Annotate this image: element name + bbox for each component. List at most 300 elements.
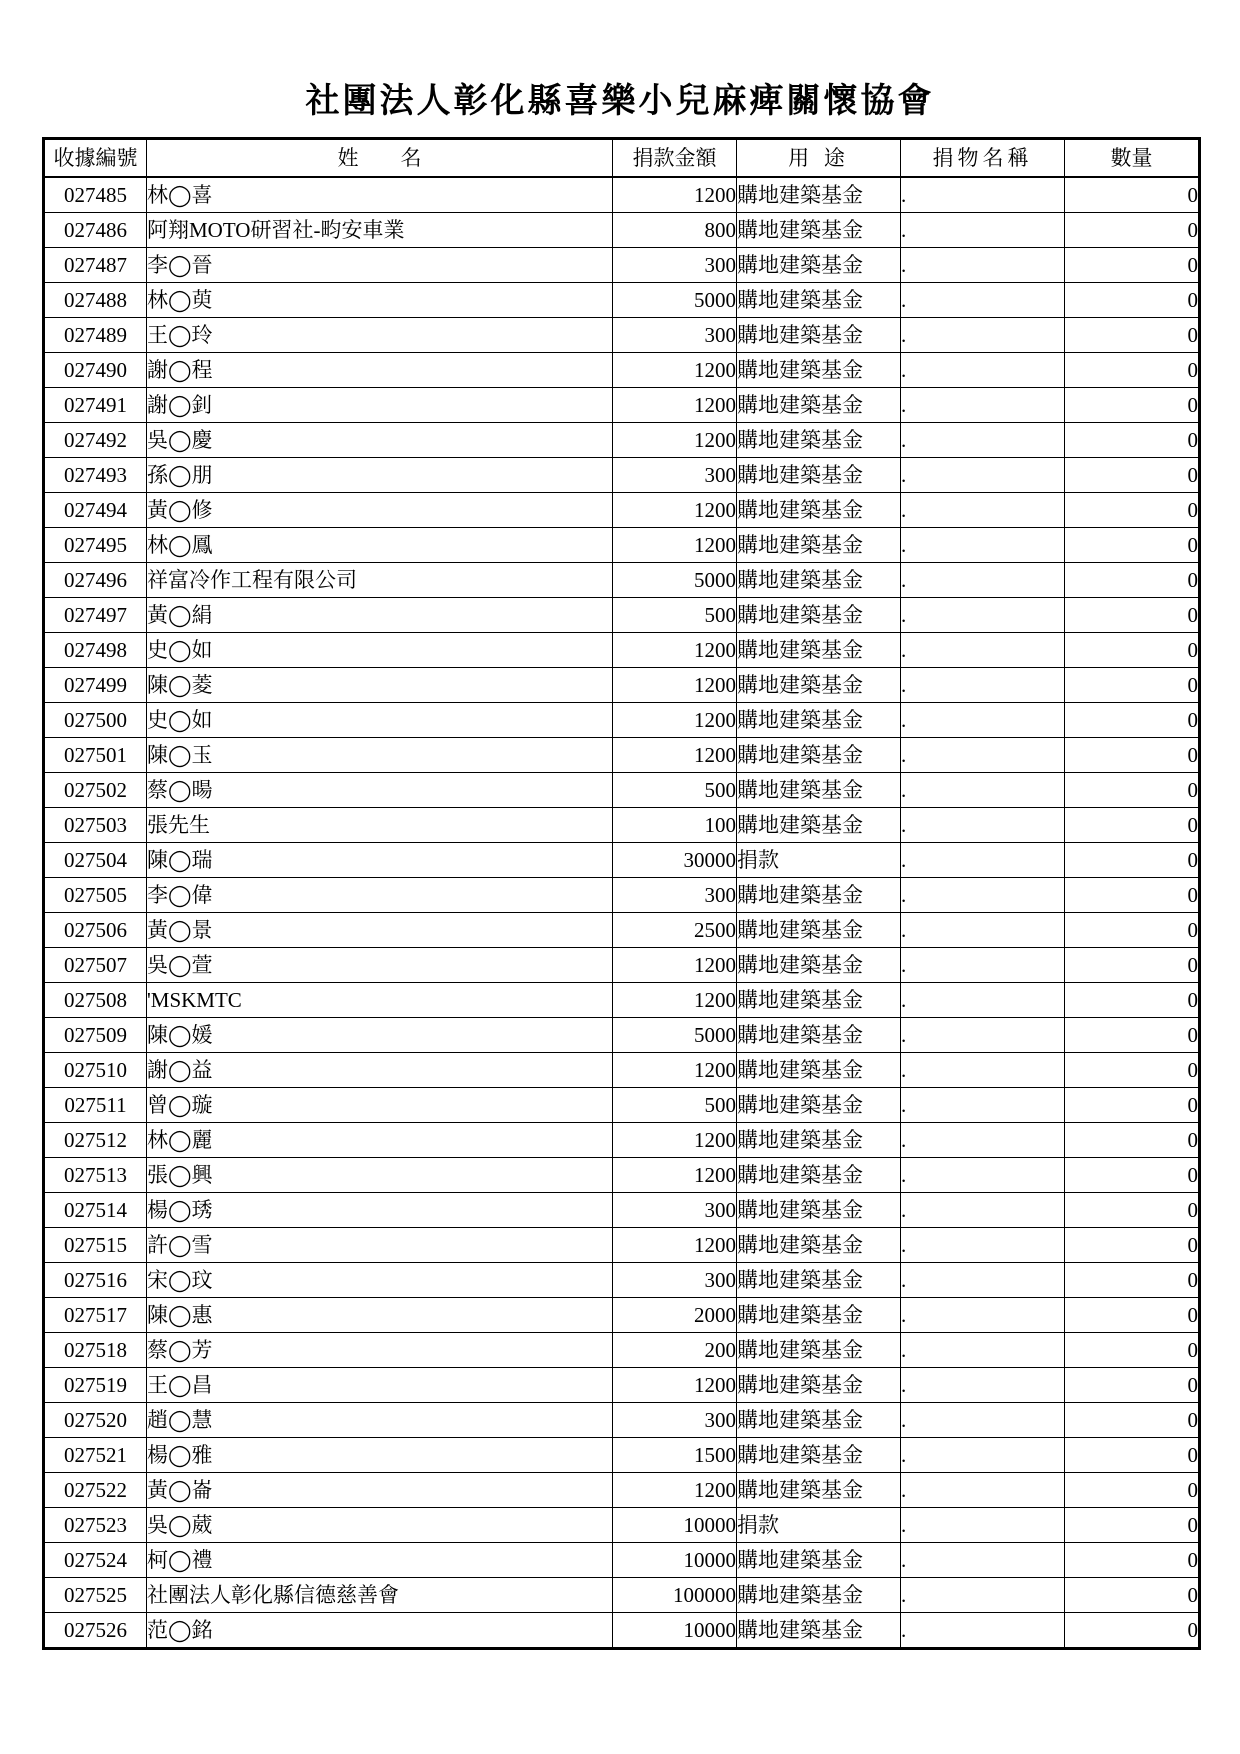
donor-name-cell: 謝◯釗 [147,388,613,423]
amount-cell: 500 [613,773,737,808]
table-row [44,983,1200,1018]
purpose-cell: 購地建築基金 [737,1333,901,1368]
table-row [44,1333,1200,1368]
amount-cell: 30000 [613,843,737,878]
quantity-cell: 0 [1065,843,1200,878]
table-header [44,139,1200,178]
quantity-cell: 0 [1065,1403,1200,1438]
donor-name-cell: 林◯喜 [147,177,613,213]
amount-cell: 1200 [613,703,737,738]
table-row [44,1123,1200,1158]
donor-name-cell: 張◯興 [147,1158,613,1193]
donor-name-cell: 許◯雪 [147,1228,613,1263]
quantity-cell: 0 [1065,668,1200,703]
receipt-no-cell: 027517 [44,1298,147,1333]
table-row [44,213,1200,248]
table-row [44,248,1200,283]
item-name-cell: . [901,1578,1065,1613]
receipt-no-cell: 027502 [44,773,147,808]
quantity-cell: 0 [1065,493,1200,528]
quantity-cell: 0 [1065,1508,1200,1543]
amount-cell: 1200 [613,493,737,528]
purpose-cell: 購地建築基金 [737,1438,901,1473]
quantity-cell: 0 [1065,1088,1200,1123]
quantity-cell: 0 [1065,353,1200,388]
quantity-cell: 0 [1065,1263,1200,1298]
quantity-cell: 0 [1065,213,1200,248]
item-name-cell: . [901,177,1065,213]
amount-cell: 1200 [613,668,737,703]
donor-name-cell: 楊◯琇 [147,1193,613,1228]
receipt-no-cell: 027503 [44,808,147,843]
quantity-cell: 0 [1065,948,1200,983]
amount-cell: 5000 [613,563,737,598]
header-row [44,139,1200,178]
item-name-cell: . [901,1298,1065,1333]
purpose-cell: 購地建築基金 [737,948,901,983]
item-name-cell: . [901,1263,1065,1298]
quantity-cell: 0 [1065,1158,1200,1193]
table-row [44,1473,1200,1508]
item-name-cell: . [901,1543,1065,1578]
table-row [44,1088,1200,1123]
amount-cell: 10000 [613,1508,737,1543]
purpose-cell: 購地建築基金 [737,423,901,458]
quantity-cell: 0 [1065,1613,1200,1649]
donor-name-cell: 社團法人彰化縣信德慈善會 [147,1578,613,1613]
purpose-cell: 購地建築基金 [737,1543,901,1578]
amount-cell: 200 [613,1333,737,1368]
table-row [44,598,1200,633]
purpose-cell: 購地建築基金 [737,1473,901,1508]
donor-name-cell: 謝◯益 [147,1053,613,1088]
purpose-cell: 購地建築基金 [737,1403,901,1438]
amount-cell: 300 [613,248,737,283]
table-row [44,1543,1200,1578]
receipt-no-cell: 027521 [44,1438,147,1473]
donor-name-cell: 陳◯菱 [147,668,613,703]
amount-cell: 300 [613,1193,737,1228]
amount-cell: 1200 [613,948,737,983]
table-row [44,808,1200,843]
receipt-no-cell: 027496 [44,563,147,598]
receipt-no-cell: 027526 [44,1613,147,1649]
quantity-cell: 0 [1065,738,1200,773]
quantity-cell: 0 [1065,1543,1200,1578]
donor-name-cell: 史◯如 [147,703,613,738]
quantity-cell: 0 [1065,528,1200,563]
purpose-cell: 購地建築基金 [737,983,901,1018]
table-row [44,528,1200,563]
item-name-cell: . [901,878,1065,913]
receipt-no-cell: 027516 [44,1263,147,1298]
item-name-cell: . [901,563,1065,598]
table-row [44,1298,1200,1333]
item-name-cell: . [901,318,1065,353]
purpose-cell: 購地建築基金 [737,388,901,423]
item-name-cell: . [901,843,1065,878]
purpose-cell: 捐款 [737,1508,901,1543]
purpose-cell: 購地建築基金 [737,1193,901,1228]
table-row [44,738,1200,773]
purpose-cell: 捐款 [737,843,901,878]
item-name-cell: . [901,528,1065,563]
donor-name-cell: 吳◯萱 [147,948,613,983]
purpose-cell: 購地建築基金 [737,1053,901,1088]
receipt-no-cell: 027508 [44,983,147,1018]
table-row [44,703,1200,738]
purpose-cell: 購地建築基金 [737,213,901,248]
table-row [44,1263,1200,1298]
item-name-cell: . [901,1193,1065,1228]
table-row [44,1158,1200,1193]
quantity-cell: 0 [1065,1018,1200,1053]
table-row [44,1403,1200,1438]
donor-name-cell: 王◯玲 [147,318,613,353]
purpose-cell: 購地建築基金 [737,668,901,703]
item-name-cell: . [901,388,1065,423]
receipt-no-cell: 027511 [44,1088,147,1123]
receipt-no-cell: 027512 [44,1123,147,1158]
donor-name-cell: 曾◯璇 [147,1088,613,1123]
amount-cell: 1200 [613,738,737,773]
table-row [44,633,1200,668]
purpose-cell: 購地建築基金 [737,598,901,633]
table-row [44,1053,1200,1088]
receipt-no-cell: 027495 [44,528,147,563]
receipt-no-cell: 027490 [44,353,147,388]
receipt-no-cell: 027487 [44,248,147,283]
purpose-cell: 購地建築基金 [737,1263,901,1298]
item-name-cell: . [901,808,1065,843]
item-name-cell: . [901,493,1065,528]
donor-name-cell: 張先生 [147,808,613,843]
purpose-cell: 購地建築基金 [737,493,901,528]
item-name-cell: . [901,1368,1065,1403]
item-name-cell: . [901,353,1065,388]
donor-name-cell: 祥富冷作工程有限公司 [147,563,613,598]
receipt-no-cell: 027509 [44,1018,147,1053]
table-row [44,388,1200,423]
amount-cell: 500 [613,598,737,633]
quantity-cell: 0 [1065,1298,1200,1333]
donor-name-cell: 林◯麗 [147,1123,613,1158]
quantity-cell: 0 [1065,598,1200,633]
item-name-cell: . [901,668,1065,703]
table-row [44,283,1200,318]
table-body [44,177,1200,1649]
donor-name-cell: 蔡◯暘 [147,773,613,808]
table-row [44,177,1200,213]
purpose-cell: 購地建築基金 [737,738,901,773]
purpose-cell: 購地建築基金 [737,458,901,493]
purpose-cell: 購地建築基金 [737,1298,901,1333]
donor-name-cell: 蔡◯芳 [147,1333,613,1368]
receipt-no-cell: 027501 [44,738,147,773]
amount-cell: 10000 [613,1543,737,1578]
item-name-cell: . [901,913,1065,948]
receipt-no-cell: 027513 [44,1158,147,1193]
item-name-cell: . [901,773,1065,808]
item-name-cell: . [901,283,1065,318]
receipt-no-cell: 027525 [44,1578,147,1613]
amount-cell: 1500 [613,1438,737,1473]
item-name-cell: . [901,983,1065,1018]
donor-name-cell: 史◯如 [147,633,613,668]
table-row [44,668,1200,703]
donor-name-cell: 謝◯程 [147,353,613,388]
donor-name-cell: 黃◯修 [147,493,613,528]
table-row [44,493,1200,528]
table-row [44,948,1200,983]
donor-name-cell: 王◯昌 [147,1368,613,1403]
donor-name-cell: 陳◯惠 [147,1298,613,1333]
receipt-no-cell: 027491 [44,388,147,423]
quantity-cell: 0 [1065,177,1200,213]
table-row [44,1438,1200,1473]
donor-name-cell: 趙◯慧 [147,1403,613,1438]
amount-cell: 2000 [613,1298,737,1333]
amount-cell: 1200 [613,1228,737,1263]
amount-cell: 1200 [613,1053,737,1088]
header-name: 姓 名 [147,139,613,178]
item-name-cell: . [901,1228,1065,1263]
amount-cell: 800 [613,213,737,248]
quantity-cell: 0 [1065,1578,1200,1613]
item-name-cell: . [901,1473,1065,1508]
amount-cell: 300 [613,1403,737,1438]
item-name-cell: . [901,423,1065,458]
table-row [44,423,1200,458]
amount-cell: 1200 [613,633,737,668]
donor-name-cell: 李◯晉 [147,248,613,283]
header-purpose: 用 途 [737,139,901,178]
item-name-cell: . [901,1018,1065,1053]
quantity-cell: 0 [1065,1123,1200,1158]
purpose-cell: 購地建築基金 [737,1228,901,1263]
purpose-cell: 購地建築基金 [737,283,901,318]
receipt-no-cell: 027486 [44,213,147,248]
purpose-cell: 購地建築基金 [737,633,901,668]
amount-cell: 10000 [613,1613,737,1649]
purpose-cell: 購地建築基金 [737,878,901,913]
purpose-cell: 購地建築基金 [737,318,901,353]
quantity-cell: 0 [1065,388,1200,423]
purpose-cell: 購地建築基金 [737,913,901,948]
purpose-cell: 購地建築基金 [737,808,901,843]
table-row [44,1368,1200,1403]
item-name-cell: . [901,1123,1065,1158]
quantity-cell: 0 [1065,458,1200,493]
donor-name-cell: 李◯偉 [147,878,613,913]
table-row [44,353,1200,388]
receipt-no-cell: 027523 [44,1508,147,1543]
purpose-cell: 購地建築基金 [737,1613,901,1649]
donor-name-cell: 陳◯瑞 [147,843,613,878]
purpose-cell: 購地建築基金 [737,1368,901,1403]
donor-name-cell: 林◯鳳 [147,528,613,563]
quantity-cell: 0 [1065,1438,1200,1473]
table-row [44,1578,1200,1613]
purpose-cell: 購地建築基金 [737,563,901,598]
item-name-cell: . [901,598,1065,633]
table-row [44,563,1200,598]
table-row [44,878,1200,913]
amount-cell: 300 [613,318,737,353]
donor-name-cell: 吳◯葳 [147,1508,613,1543]
table-row [44,1613,1200,1649]
quantity-cell: 0 [1065,1053,1200,1088]
purpose-cell: 購地建築基金 [737,353,901,388]
donor-name-cell: 'MSKMTC [147,983,613,1018]
donor-name-cell: 宋◯玟 [147,1263,613,1298]
item-name-cell: . [901,458,1065,493]
donor-name-cell: 阿翔MOTO研習社-畇安車業 [147,213,613,248]
document-title: 社團法人彰化縣喜樂小兒麻痺關懷協會 [305,81,935,121]
receipt-no-cell: 027507 [44,948,147,983]
receipt-no-cell: 027522 [44,1473,147,1508]
quantity-cell: 0 [1065,878,1200,913]
table-row [44,1193,1200,1228]
amount-cell: 100 [613,808,737,843]
item-name-cell: . [901,703,1065,738]
quantity-cell: 0 [1065,423,1200,458]
table-row [44,458,1200,493]
donor-name-cell: 黃◯絹 [147,598,613,633]
purpose-cell: 購地建築基金 [737,1088,901,1123]
amount-cell: 1200 [613,1473,737,1508]
item-name-cell: . [901,1403,1065,1438]
item-name-cell: . [901,248,1065,283]
table-row [44,318,1200,353]
purpose-cell: 購地建築基金 [737,703,901,738]
purpose-cell: 購地建築基金 [737,177,901,213]
quantity-cell: 0 [1065,983,1200,1018]
item-name-cell: . [901,633,1065,668]
item-name-cell: . [901,1438,1065,1473]
receipt-no-cell: 027499 [44,668,147,703]
amount-cell: 500 [613,1088,737,1123]
receipt-no-cell: 027500 [44,703,147,738]
receipt-no-cell: 027524 [44,1543,147,1578]
item-name-cell: . [901,213,1065,248]
amount-cell: 1200 [613,353,737,388]
donor-name-cell: 吳◯慶 [147,423,613,458]
header-quantity: 數量 [1065,139,1200,178]
receipt-no-cell: 027494 [44,493,147,528]
receipt-no-cell: 027492 [44,423,147,458]
receipt-no-cell: 027498 [44,633,147,668]
purpose-cell: 購地建築基金 [737,1158,901,1193]
donation-table [42,137,1201,1650]
donor-name-cell: 孫◯朋 [147,458,613,493]
donor-name-cell: 黃◯景 [147,913,613,948]
purpose-cell: 購地建築基金 [737,1123,901,1158]
amount-cell: 300 [613,878,737,913]
receipt-no-cell: 027520 [44,1403,147,1438]
item-name-cell: . [901,738,1065,773]
item-name-cell: . [901,1508,1065,1543]
donor-name-cell: 柯◯禮 [147,1543,613,1578]
amount-cell: 1200 [613,1368,737,1403]
header-item-name: 捐物名稱 [901,139,1065,178]
donor-name-cell: 黃◯崙 [147,1473,613,1508]
receipt-no-cell: 027519 [44,1368,147,1403]
donor-name-cell: 楊◯雅 [147,1438,613,1473]
table-row [44,773,1200,808]
amount-cell: 1200 [613,177,737,213]
amount-cell: 1200 [613,1123,737,1158]
amount-cell: 100000 [613,1578,737,1613]
quantity-cell: 0 [1065,248,1200,283]
receipt-no-cell: 027518 [44,1333,147,1368]
amount-cell: 5000 [613,283,737,318]
table-row [44,1508,1200,1543]
quantity-cell: 0 [1065,1368,1200,1403]
table-row [44,843,1200,878]
quantity-cell: 0 [1065,913,1200,948]
receipt-no-cell: 027493 [44,458,147,493]
receipt-no-cell: 027485 [44,177,147,213]
receipt-no-cell: 027489 [44,318,147,353]
quantity-cell: 0 [1065,1333,1200,1368]
amount-cell: 5000 [613,1018,737,1053]
receipt-no-cell: 027504 [44,843,147,878]
amount-cell: 2500 [613,913,737,948]
purpose-cell: 購地建築基金 [737,248,901,283]
amount-cell: 300 [613,1263,737,1298]
amount-cell: 1200 [613,388,737,423]
quantity-cell: 0 [1065,808,1200,843]
donor-name-cell: 范◯銘 [147,1613,613,1649]
table-row [44,913,1200,948]
quantity-cell: 0 [1065,773,1200,808]
purpose-cell: 購地建築基金 [737,1578,901,1613]
donor-name-cell: 陳◯媛 [147,1018,613,1053]
donor-name-cell: 陳◯玉 [147,738,613,773]
item-name-cell: . [901,1333,1065,1368]
item-name-cell: . [901,948,1065,983]
quantity-cell: 0 [1065,563,1200,598]
receipt-no-cell: 027514 [44,1193,147,1228]
item-name-cell: . [901,1053,1065,1088]
quantity-cell: 0 [1065,1473,1200,1508]
amount-cell: 1200 [613,1158,737,1193]
receipt-no-cell: 027488 [44,283,147,318]
table-row [44,1228,1200,1263]
quantity-cell: 0 [1065,1228,1200,1263]
quantity-cell: 0 [1065,283,1200,318]
receipt-no-cell: 027506 [44,913,147,948]
quantity-cell: 0 [1065,633,1200,668]
receipt-no-cell: 027505 [44,878,147,913]
amount-cell: 1200 [613,983,737,1018]
header-receipt-no: 收據編號 [44,139,147,178]
item-name-cell: . [901,1613,1065,1649]
table-row [44,1018,1200,1053]
quantity-cell: 0 [1065,318,1200,353]
header-amount: 捐款金額 [613,139,737,178]
receipt-no-cell: 027515 [44,1228,147,1263]
quantity-cell: 0 [1065,703,1200,738]
purpose-cell: 購地建築基金 [737,773,901,808]
purpose-cell: 購地建築基金 [737,1018,901,1053]
receipt-no-cell: 027497 [44,598,147,633]
item-name-cell: . [901,1088,1065,1123]
item-name-cell: . [901,1158,1065,1193]
purpose-cell: 購地建築基金 [737,528,901,563]
receipt-no-cell: 027510 [44,1053,147,1088]
